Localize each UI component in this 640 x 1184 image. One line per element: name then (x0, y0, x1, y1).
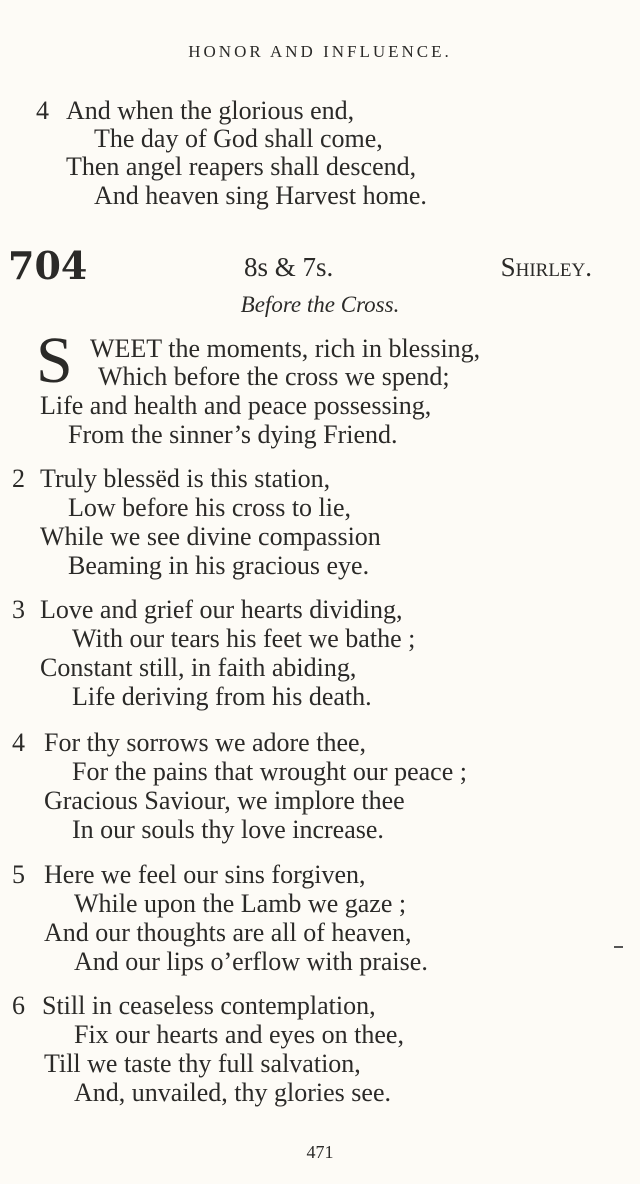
verse-line: And heaven sing Harvest home. (94, 181, 427, 210)
verse-line: Life and health and peace possessing, (40, 391, 432, 420)
verse-line: For thy sorrows we adore thee, (44, 728, 367, 757)
verse-line: Which before the cross we spend; (98, 362, 450, 391)
page-number: 471 (306, 1142, 334, 1162)
verse-line: Fix our hearts and eyes on thee, (74, 1020, 404, 1049)
verse-line: Still in ceaseless contemplation, (42, 991, 376, 1020)
verse-line: Beaming in his gracious eye. (68, 551, 370, 580)
verse-line: Then angel reapers shall descend, (66, 152, 417, 181)
stanza-number: 5 (12, 860, 25, 889)
stanza-number: 3 (12, 595, 25, 624)
verse-line: And our lips o’erflow with praise. (74, 947, 428, 976)
verse-line: Truly blessëd is this station, (40, 464, 331, 493)
verse-line: Gracious Saviour, we implore thee (44, 786, 405, 815)
verse-line: While we see divine compassion (40, 522, 381, 551)
stanza-number: 2 (12, 464, 25, 493)
verse-line: Life deriving from his death. (72, 682, 372, 711)
verse-line: While upon the Lamb we gaze ; (74, 889, 407, 918)
verse-line: The day of God shall come, (94, 124, 383, 153)
stanza-number: 4 (12, 728, 25, 757)
verse-line: Constant still, in faith abiding, (40, 653, 357, 682)
verse-line: Love and grief our hearts dividing, (40, 595, 403, 624)
verse-line: WEET the moments, rich in blessing, (90, 334, 481, 363)
hymn-meter: 8s & 7s. (244, 252, 334, 282)
verse-line: Here we feel our sins forgiven, (44, 860, 366, 889)
verse-line: For the pains that wrought our peace ; (72, 757, 467, 786)
verse-line: And when the glorious end, (66, 96, 355, 125)
hymn-subtitle: Before the Cross. (240, 292, 400, 317)
verse-line: And, unvailed, thy glories see. (74, 1078, 391, 1107)
verse-line: And our thoughts are all of heaven, (44, 918, 412, 947)
verse-line: Low before his cross to lie, (68, 493, 352, 522)
verse-line: Till we taste thy full salvation, (44, 1049, 361, 1078)
tune-name: Shirley. (500, 252, 592, 282)
stanza-number: 4 (36, 96, 49, 125)
hymn-number: 704 (8, 243, 88, 288)
verse-line: From the sinner’s dying Friend. (68, 420, 398, 449)
stanza-number: 6 (12, 991, 25, 1020)
drop-cap: S (36, 324, 73, 397)
verse-line: In our souls thy love increase. (72, 815, 384, 844)
running-head: HONOR AND INFLUENCE. (188, 42, 452, 61)
margin-mark (614, 946, 623, 948)
verse-line: With our tears his feet we bathe ; (72, 624, 416, 653)
